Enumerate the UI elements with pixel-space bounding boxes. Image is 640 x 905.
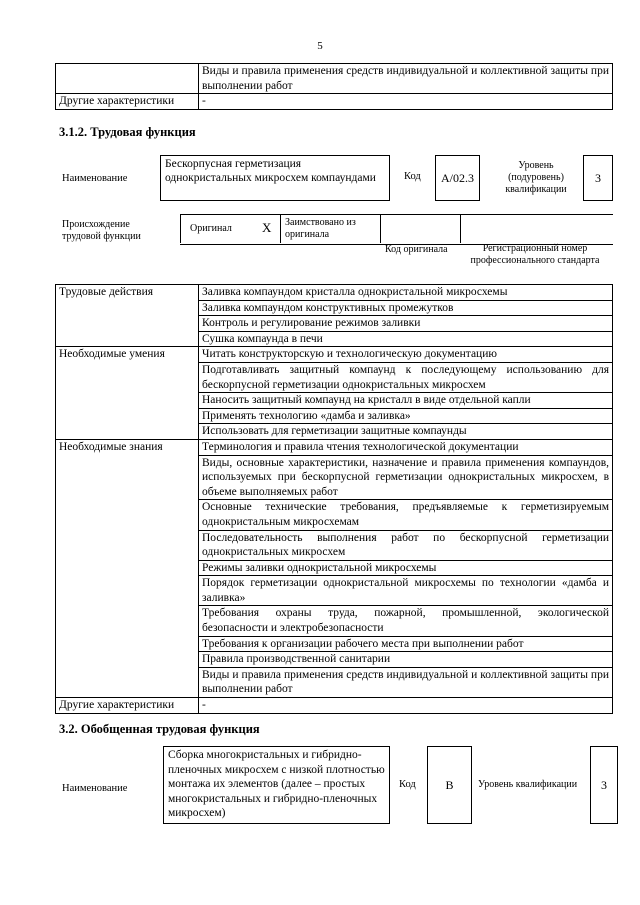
table-row	[56, 64, 613, 94]
level-label-32: Уровень квалификации	[478, 779, 578, 790]
table-cell: Правила производственной санитарии	[199, 652, 613, 668]
table-cell: Подготавливать защитный компаунд к последующему использованию для бескорпусной герметизации однокристальных микросхем	[199, 362, 613, 392]
group-label: Другие характеристики	[56, 698, 199, 714]
table-row	[56, 439, 613, 455]
section-heading-32: 3.2. Обобщенная трудовая функция	[59, 722, 260, 736]
code-value-box: A/02.3	[435, 155, 480, 201]
main-table	[55, 284, 613, 714]
table-cell: Порядок герметизации однокристальной микросхемы по технологии «дамба и заливка»	[199, 576, 613, 606]
table-row	[56, 94, 613, 110]
table-cell: Заливка компаундом конструктивных промежутков	[199, 300, 613, 316]
code-label-32: Код	[399, 779, 416, 790]
table-row	[56, 347, 613, 363]
code-value-box-32: B	[427, 746, 472, 824]
reg-number-label: Регистрационный номер профессионального стандарта	[470, 243, 600, 266]
page-number: 5	[317, 40, 323, 52]
table-cell: Сушка компаунда в печи	[199, 331, 613, 347]
level-value-box: 3	[583, 155, 613, 201]
table-cell: Наносить защитный компаунд на кристалл в виде отдельной капли	[199, 393, 613, 409]
table-cell: Терминология и правила чтения технологической документации	[199, 439, 613, 455]
table-cell: Режимы заливки однокристальной микросхемы	[199, 560, 613, 576]
group-label: Необходимые знания	[56, 439, 199, 697]
function-name-box: Бескорпусная герметизация однокристальных микросхем компаундами	[160, 155, 390, 201]
table-cell: Контроль и регулирование режимов заливки	[199, 316, 613, 332]
row-label: Другие характеристики	[56, 94, 199, 110]
level-value-box-32: 3	[590, 746, 618, 824]
table-cell: Основные технические требования, предъявляемые к герметизируемым однокристальным микросхемам	[199, 500, 613, 530]
row-text: Виды и правила применения средств индивидуальной и коллективной защиты при выполнении работ	[199, 64, 613, 94]
table-cell: -	[199, 698, 613, 714]
row-text: -	[199, 94, 613, 110]
borrowed-label: Заимствовано из оригинала	[285, 217, 356, 240]
table-cell: Применять технологию «дамба и заливка»	[199, 408, 613, 424]
origin-row	[180, 214, 613, 245]
original-mark: X	[262, 220, 272, 235]
name-label: Наименование	[62, 173, 128, 184]
code-label: Код	[404, 171, 421, 182]
origin-divider	[180, 214, 181, 243]
group-label: Трудовые действия	[56, 285, 199, 347]
origin-divider	[380, 214, 381, 243]
original-label: Оригинал	[190, 223, 232, 234]
code-original-label: Код оригинала	[385, 244, 448, 255]
table-cell: Виды и правила применения средств индивидуальной и коллективной защиты при выполнении работ	[199, 667, 613, 697]
section-heading: 3.1.2. Трудовая функция	[59, 125, 196, 139]
group-label: Необходимые умения	[56, 347, 199, 440]
level-label: Уровень (подуровень) квалификации	[505, 160, 567, 195]
table-cell: Требования охраны труда, пожарной, промышленной, экологической безопасности и электробезопасности	[199, 606, 613, 636]
table-cell: Заливка компаундом кристалла однокристальной микросхемы	[199, 285, 613, 301]
origin-label: Происхождение трудовой функции	[62, 219, 141, 242]
table-cell: Читать конструкторскую и технологическую документацию	[199, 347, 613, 363]
table-cell: Требования к организации рабочего места при выполнении работ	[199, 636, 613, 652]
origin-divider	[280, 214, 281, 243]
table-cell: Использовать для герметизации защитные компаунды	[199, 424, 613, 440]
row-label	[56, 64, 199, 94]
origin-divider	[460, 214, 461, 243]
table-row	[56, 698, 613, 714]
table-cell: Виды, основные характеристики, назначение и правила применения компаундов, используемых при бескорпусной герметизации однокристальных микросхем, в объеме выполняемых работ	[199, 455, 613, 500]
name-label-32: Наименование	[62, 783, 128, 794]
table-cell: Последовательность выполнения работ по бескорпусной герметизации однокристальных микросхем	[199, 530, 613, 560]
table-row	[56, 285, 613, 301]
function-name-box-32: Сборка многокристальных и гибридно-пленочных микросхем с низкой плотностью монтажа их элементов (далее – простых многокристальных и гибридно-пленочных микросхем)	[163, 746, 390, 824]
top-table	[55, 63, 613, 110]
